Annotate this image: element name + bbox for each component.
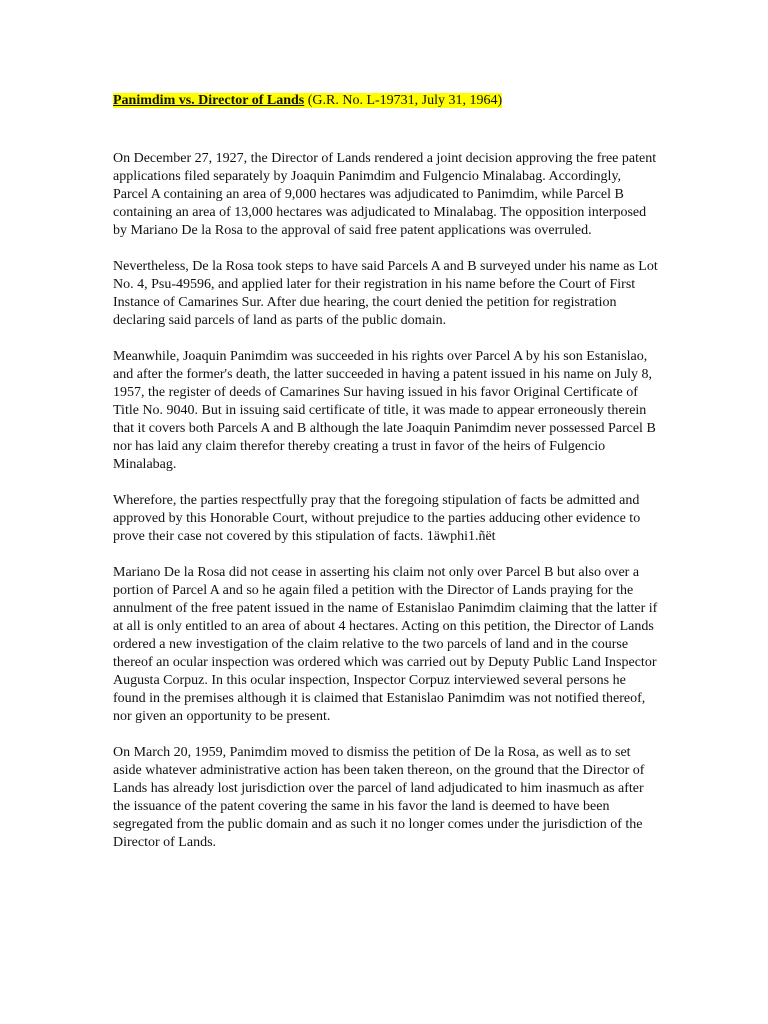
paragraph-2: Nevertheless, De la Rosa took steps to have said Parcels A and B surveyed under his name as Lot No. 4, Psu-49596, and applied later for their registration in his name before the Court of First Instance of Camarines Sur. After due hearing, the court denied the petition for registration declaring said parcels of land as parts of the public domain. xyxy=(113,259,658,328)
document-page xyxy=(113,92,658,870)
paragraph-6: On March 20, 1959, Panimdim moved to dismiss the petition of De la Rosa, as well as to set aside whatever administrative action has been taken thereon, on the ground that the Director of Lands has already lost jurisdiction over the parcel of land adjudicated to him inasmuch as after the issuance of the patent covering the same in his favor the land is deemed to have been segregated from the public domain and as such it no longer comes under the jurisdiction of the Director of Lands. xyxy=(113,745,645,850)
paragraph-3: Meanwhile, Joaquin Panimdim was succeeded in his rights over Parcel A by his son Estanislao, and after the former's death, the latter succeeded in having a patent issued in his name on July 8, 1957, the register of deeds of Camarines Sur having issued in his favor Original Certificate of Title No. 9040. But in issuing said certificate of title, it was made to appear erroneously therein that it covers both Parcels A and B although the late Joaquin Panimdim never possessed Parcel B nor has laid any claim therefor thereby creating a trust in favor of the heirs of Fulgencio Minalabag. xyxy=(113,349,656,472)
case-citation: (G.R. No. L-19731, July 31, 1964) xyxy=(304,93,503,108)
title-highlight xyxy=(113,93,502,108)
paragraph-5: Mariano De la Rosa did not cease in asserting his claim not only over Parcel B but also over a portion of Parcel A and so he again filed a petition with the Director of Lands praying for the annulment of the free patent issued in the name of Estanislao Panimdim claiming that the latter if at all is only entitled to an area of about 4 hectares. Acting on this petition, the Director of Lands ordered a new investigation of the claim relative to the two parcels of land and in the course thereof an ocular inspection was ordered which was carried out by Deputy Public Land Inspector Augusta Corpuz. In this ocular inspection, Inspector Corpuz interviewed several persons he found in the premises although it is claimed that Estanislao Panimdim was not notified thereof, nor given an opportunity to be present. xyxy=(113,565,658,724)
document-title xyxy=(113,92,658,110)
case-name: Panimdim vs. Director of Lands xyxy=(113,93,305,108)
paragraph-4: Wherefore, the parties respectfully pray that the foregoing stipulation of facts be admitted and approved by this Honorable Court, without prejudice to the parties adducing other evidence to prove their case not covered by this stipulation of facts. 1äwphi1.ñët xyxy=(113,493,641,544)
paragraph-1: On December 27, 1927, the Director of Lands rendered a joint decision approving the free patent applications filed separately by Joaquin Panimdim and Fulgencio Minalabag. Accordingly, Parcel A containing an area of 9,000 hectares was adjudicated to Panimdim, while Parcel B containing an area of 13,000 hectares was adjudicated to Minalabag. The opposition interposed by Mariano De la Rosa to the approval of said free patent applications was overruled. xyxy=(113,151,657,238)
